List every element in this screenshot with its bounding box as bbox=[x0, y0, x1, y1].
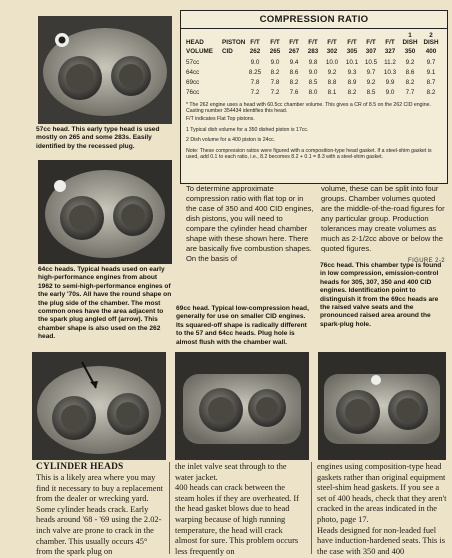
table-note-gasket: Note: These compression ratios were figured with a composition-type head gasket. If a steel-shim gasket is used, add 0.1 to each ratio, i.e., 8.2 becomes 8.2 + 0.1 = 8.3 with a steel-shim gasket. bbox=[186, 148, 432, 161]
header-cid-value: 327 bbox=[384, 48, 396, 55]
header-head: HEAD bbox=[186, 39, 204, 46]
cell: 8.5 bbox=[366, 89, 376, 96]
intro-text-right: volume, these can be split into four groups. Chamber volumes quoted are the middle-of-the-road figures for any particular group. Production tolerances may create volumes as much as 2-1/2cc above or below the quoted figures. bbox=[321, 184, 445, 253]
header-cid-value: 350 bbox=[404, 48, 416, 55]
cell: 8.2 bbox=[426, 89, 436, 96]
table-note-dish-400: 2 Dish volume for a 400 piston is 24cc. bbox=[186, 137, 276, 143]
cell: 9.0 bbox=[308, 69, 318, 76]
cell: 11.2 bbox=[384, 59, 396, 66]
dish-top-2: 2 bbox=[429, 32, 433, 39]
table-header-row-2 bbox=[186, 48, 442, 56]
header-ft: F/T bbox=[250, 39, 260, 46]
table-header-row-1 bbox=[186, 39, 442, 47]
header-ft: F/T bbox=[289, 39, 299, 46]
cell: 9.8 bbox=[308, 59, 318, 66]
figure-label: FIGURE 2-2 bbox=[408, 258, 446, 264]
cell: 9.2 bbox=[366, 79, 376, 86]
cell: 7.6 bbox=[289, 89, 299, 96]
cell: 10.1 bbox=[345, 59, 359, 66]
cell: 9.1 bbox=[426, 69, 436, 76]
cell: 10.3 bbox=[383, 69, 397, 76]
header-dish: DISH bbox=[423, 39, 439, 46]
header-cid-value: 283 bbox=[307, 48, 319, 55]
table-title-rule bbox=[181, 28, 447, 29]
table-note-262: * The 262 engine uses a head with 60.5cc chamber volume. This gives a CR of 8.5 on the 262 CID engine. Casting number 354434 identifies this head. bbox=[186, 102, 431, 115]
header-cid-value: 262 bbox=[249, 48, 261, 55]
cell: 8.1 bbox=[327, 89, 337, 96]
cell: 8.25 bbox=[248, 69, 262, 76]
cell: 9.7 bbox=[366, 69, 376, 76]
header-cid: CID bbox=[222, 48, 233, 55]
cell: 9.4 bbox=[289, 59, 299, 66]
cell: 8.5 bbox=[308, 79, 318, 86]
column-divider bbox=[311, 462, 312, 554]
cell: 9.9 bbox=[385, 79, 395, 86]
cell: 7.8 bbox=[270, 79, 280, 86]
cell: 8.7 bbox=[426, 79, 436, 86]
cell: 9.2 bbox=[327, 69, 337, 76]
header-ft: F/T bbox=[385, 39, 395, 46]
compression-ratio-table bbox=[180, 10, 448, 184]
cell: 8.9 bbox=[347, 79, 357, 86]
body-column-2: the inlet valve seat through to the water jacket. 400 heads can crack between the steam holes if they are overheated. If the head gasket blows due to head warping because of high running temperature, the head will crack almost for sure. This problem occurs less frequently on bbox=[175, 462, 299, 556]
table-row bbox=[186, 69, 442, 77]
photo-76cc-head bbox=[318, 352, 446, 460]
photo-64cc-head-arrow bbox=[32, 352, 166, 460]
header-cid-value: 400 bbox=[425, 48, 437, 55]
cell: 8.2 bbox=[405, 79, 415, 86]
table-title: COMPRESSION RATIO bbox=[259, 14, 369, 25]
header-cid-value: 265 bbox=[269, 48, 281, 55]
cell: 7.8 bbox=[250, 79, 260, 86]
section-heading: CYLINDER HEADS bbox=[36, 462, 124, 472]
header-cid-value: 305 bbox=[346, 48, 358, 55]
row-volume: 64cc bbox=[186, 69, 200, 76]
cell: 8.2 bbox=[270, 69, 280, 76]
photo-64cc-head bbox=[38, 160, 172, 264]
body-column-1: This is a likely area where you may find it necessary to buy a replacement from the dealer or wrecking yard. Some cylinder heads crack. Early heads around '68 - '69 using the 2.02-inch valve are prone to crack in the chamber. This usually occurs 45° from the spark plug on bbox=[36, 473, 163, 557]
header-ft: F/T bbox=[347, 39, 357, 46]
photo-57cc-head bbox=[38, 16, 172, 124]
cell: 7.7 bbox=[405, 89, 415, 96]
cell: 8.2 bbox=[289, 79, 299, 86]
row-volume: 76cc bbox=[186, 89, 200, 96]
header-ft: F/T bbox=[327, 39, 337, 46]
cell: 10.0 bbox=[325, 59, 339, 66]
caption-69cc: 69cc head. Typical low-compression head, generally for use on smaller CID engines. Its squared-off shape is radically different to the 57 and 64cc heads. Plug hole is almost flush with the chamber wall. bbox=[176, 305, 309, 346]
cell: 9.3 bbox=[347, 69, 357, 76]
caption-57cc: 57cc head. This early type head is used mostly on 265 and some 283s. Easily identified by the recessed plug. bbox=[36, 126, 160, 150]
header-cid-value: 267 bbox=[288, 48, 300, 55]
cell: 9.0 bbox=[250, 59, 260, 66]
table-note-dish-350: 1 Typical dish volume for a 350 dished piston is 17cc. bbox=[186, 127, 309, 133]
table-note-ft: F/T indicates Flat Top pistons. bbox=[186, 116, 255, 122]
cell: 10.5 bbox=[364, 59, 378, 66]
cell: 7.2 bbox=[250, 89, 260, 96]
cell: 8.6 bbox=[405, 69, 415, 76]
dish-top-1: 1 bbox=[408, 32, 412, 39]
cell: 9.0 bbox=[385, 89, 395, 96]
cell: 8.6 bbox=[289, 69, 299, 76]
header-ft: F/T bbox=[308, 39, 318, 46]
header-ft: F/T bbox=[366, 39, 376, 46]
cell: 9.0 bbox=[270, 59, 280, 66]
body-column-3: engines using composition-type head gaskets rather than original equipment steel-shim head gaskets. If you see a set of 400 heads, check that they aren't cracked in the areas indicated in the photo, page 17. Heads designed for non-leaded fuel have induction-hardened seats. This is the case with 350 and 400 bbox=[317, 462, 447, 556]
table-row bbox=[186, 59, 442, 67]
cell: 8.0 bbox=[308, 89, 318, 96]
header-cid-value: 307 bbox=[365, 48, 377, 55]
header-volume: VOLUME bbox=[186, 48, 213, 55]
cell: 9.7 bbox=[426, 59, 436, 66]
photo-69cc-head bbox=[175, 352, 309, 460]
row-volume: 69cc bbox=[186, 79, 200, 86]
cell: 8.2 bbox=[347, 89, 357, 96]
caption-76cc: 76cc head. This chamber type is found in low compression, emission-control heads for 305, 307, 350 and 400 CID engines. Identification point to distinguish it from the 69cc heads are the raised valve seats and the pronounced raised area around the spark-plug hole. bbox=[320, 262, 442, 328]
row-volume: 57cc bbox=[186, 59, 200, 66]
intro-text-left: To determine approximate compression ratio with flat top or in the case of 350 and 400 CID engines, dish pistons, you will need to compare the cylinder head chamber shape with these shown here. There are basically five combustion shapes. On the basis of bbox=[186, 184, 314, 263]
header-dish: DISH bbox=[402, 39, 418, 46]
cell: 7.2 bbox=[270, 89, 280, 96]
cell: 8.8 bbox=[327, 79, 337, 86]
table-row bbox=[186, 79, 442, 87]
caption-64cc: 64cc heads. Typical heads used on early high-performance engines from about 1962 to semi-high-performance engines of the early '70s. All have the round shape on the plug side of the chamber. The most common ones have the area adjacent to the spark plug angled off (arrow). This chamber shape is also used on the 262 head. bbox=[38, 266, 172, 341]
column-divider bbox=[169, 462, 170, 554]
header-piston: PISTON bbox=[222, 39, 246, 46]
table-row bbox=[186, 89, 442, 97]
header-cid-value: 302 bbox=[326, 48, 338, 55]
cell: 9.2 bbox=[405, 59, 415, 66]
header-ft: F/T bbox=[270, 39, 280, 46]
